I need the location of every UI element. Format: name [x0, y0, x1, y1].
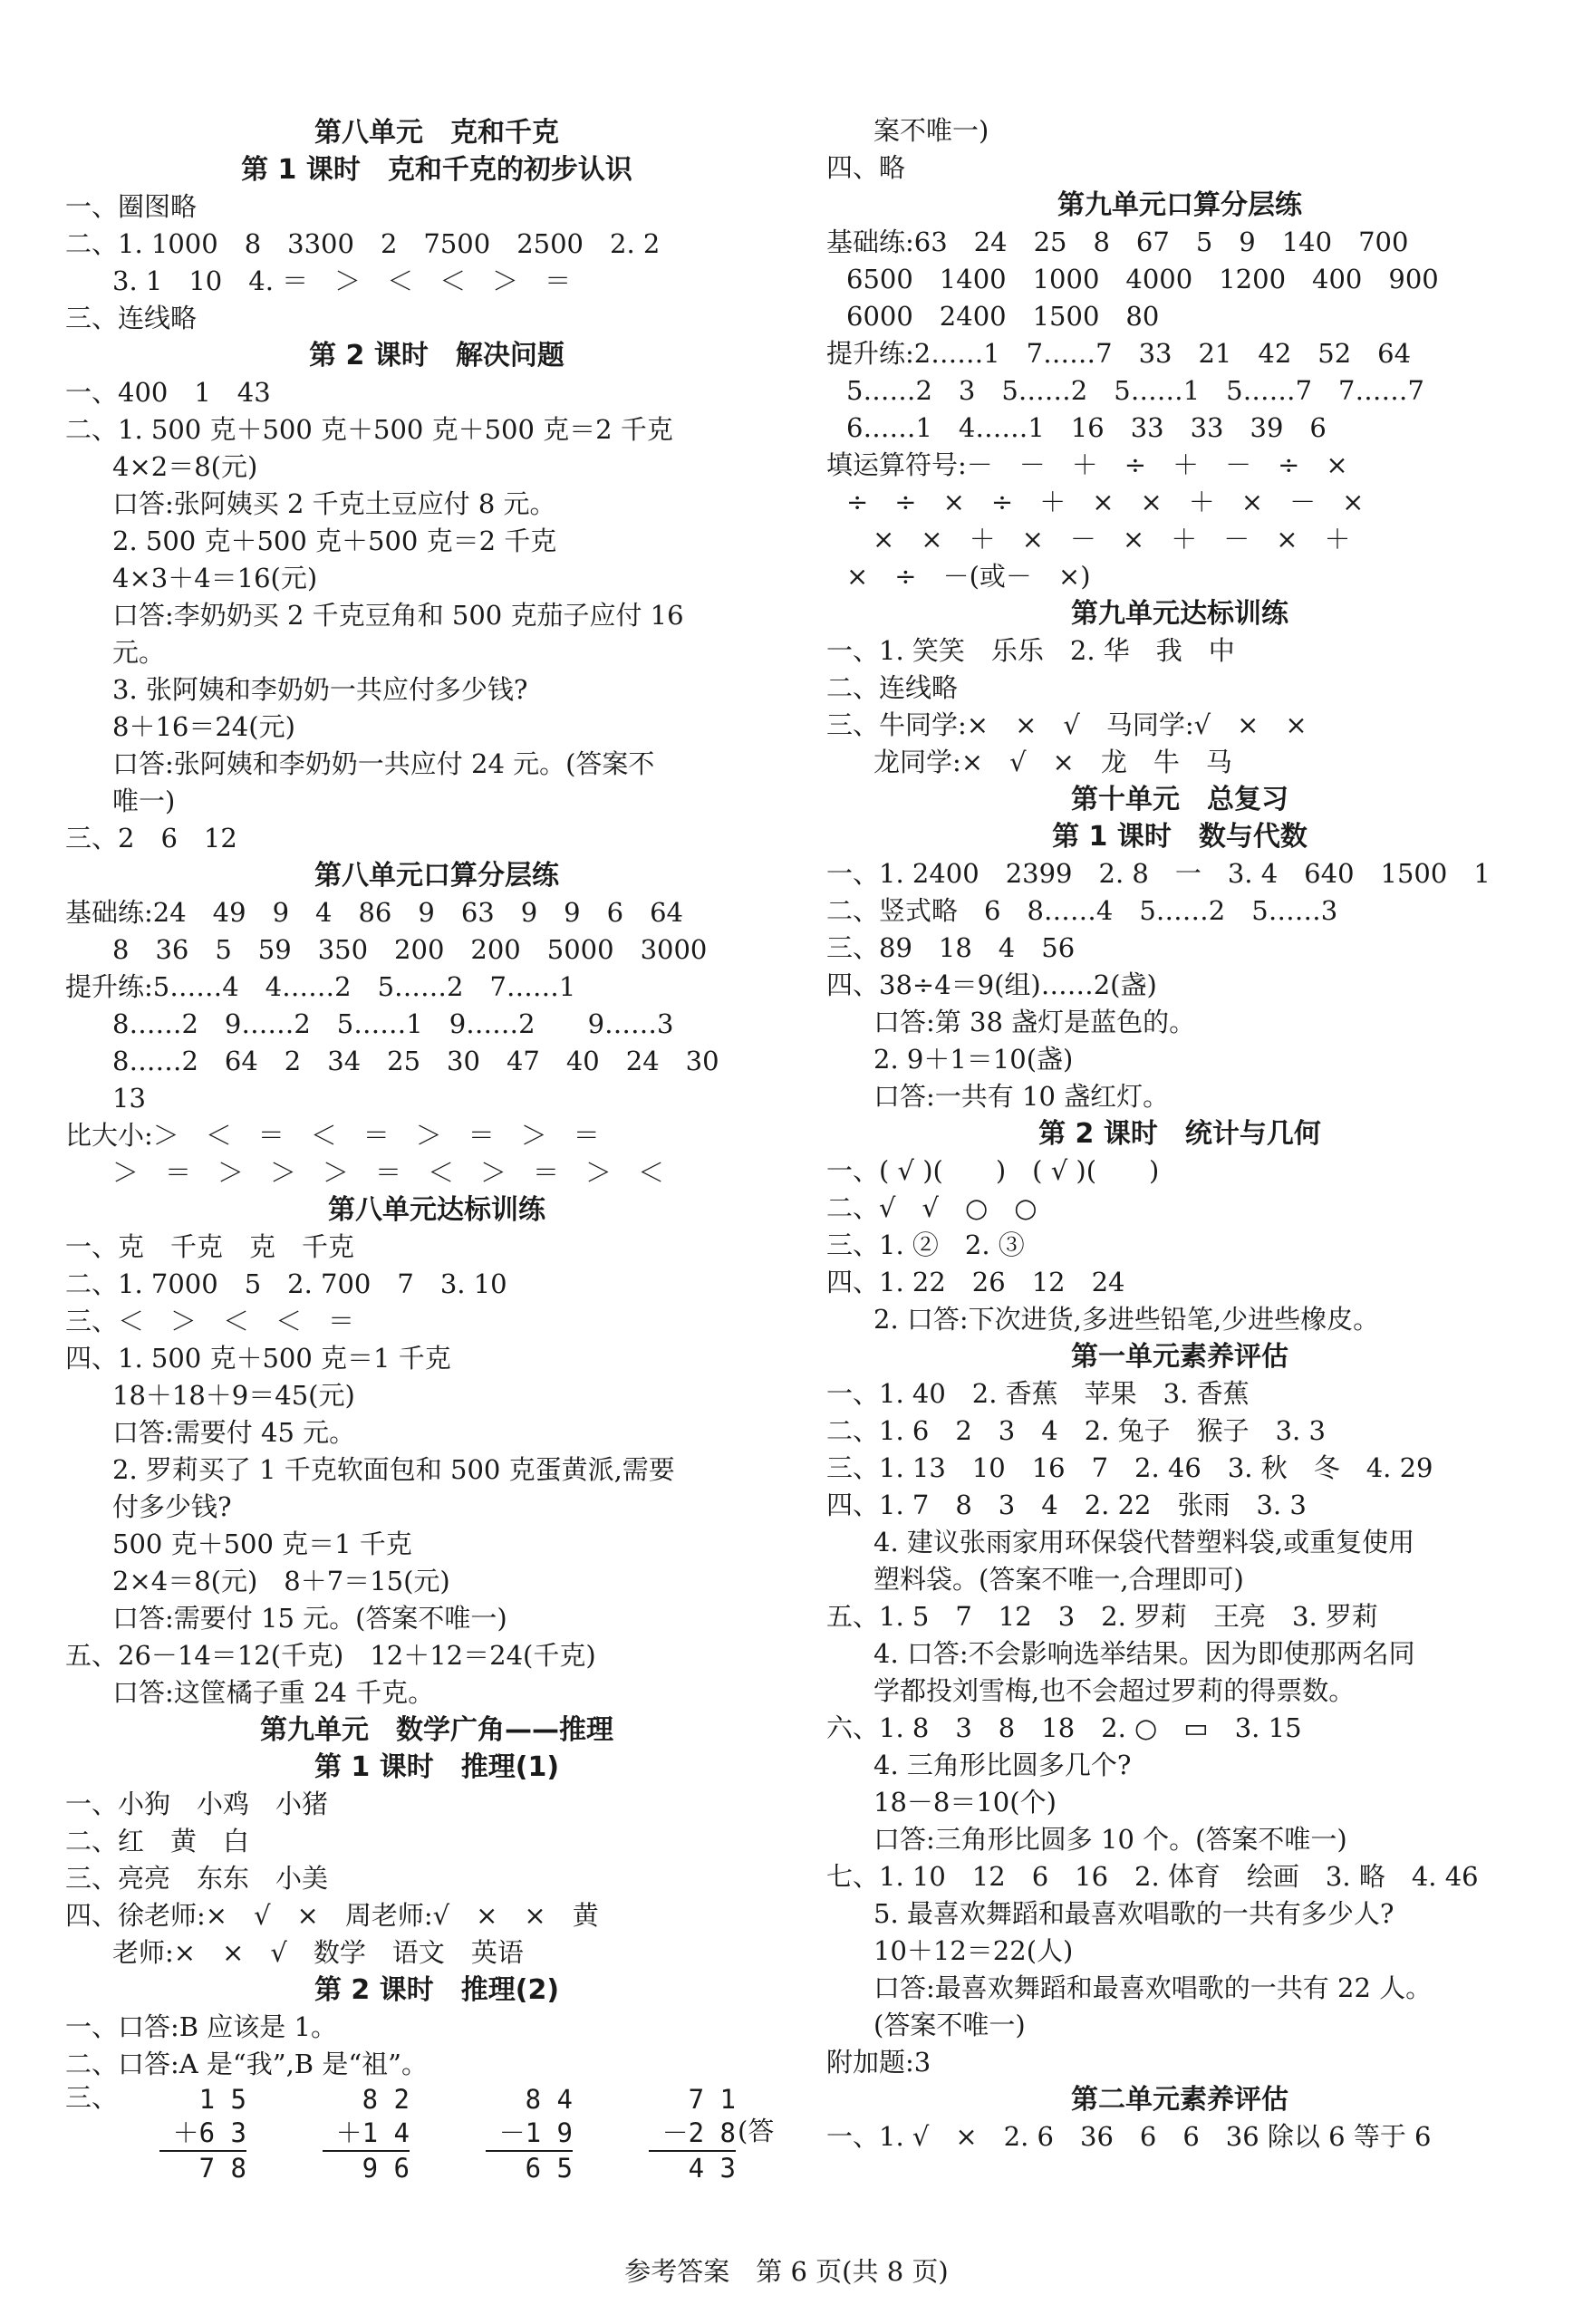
answer-line: 二、口答:A 是“我”,B 是“祖”。	[65, 2049, 428, 2079]
answer-line: 18－8＝10(个)	[873, 1787, 1057, 1818]
answer-line: 五、26－14＝12(千克) 12＋12＝24(千克)	[65, 1640, 596, 1671]
calc-second	[446, 2117, 573, 2150]
lesson-heading: 第 2 课时 推理(2)	[314, 1974, 560, 2006]
answer-line: 8 36 5 59 350 200 200 5000 3000	[112, 934, 708, 965]
calc-result: 6 5	[525, 2153, 573, 2184]
calc-operand: 1 9	[525, 2117, 573, 2148]
calc-result: 9 6	[362, 2153, 410, 2184]
lesson-heading: 第八单元口算分层练	[314, 860, 559, 892]
answer-line: 一、口答:B 应该是 1。	[65, 2011, 337, 2042]
answer-line: 10＋12＝22(人)	[873, 1935, 1074, 1966]
answer-line: (答案不唯一)	[873, 2010, 1026, 2040]
lesson-heading: 第 2 课时 解决问题	[309, 340, 565, 371]
answer-line: 8……2 9……2 5……1 9……2 9……3	[112, 1008, 674, 1039]
answer-line: 一、1. 40 2. 香蕉 苹果 3. 香蕉	[826, 1378, 1250, 1409]
right-column	[826, 112, 1533, 2155]
answer-line: 6000 2400 1500 80	[846, 301, 1160, 332]
answer-line: 4. 三角形比圆多几个?	[873, 1750, 1132, 1780]
calc-operator: －	[661, 2117, 689, 2148]
vertical-calc	[446, 2083, 573, 2185]
answer-line: × × ＋ × － × ＋ － × ＋	[846, 524, 1351, 554]
answer-line: 元。	[112, 637, 166, 668]
answer-line: 4×3＋4＝16(元)	[112, 563, 318, 593]
answer-line: 口答:第 38 盏灯是蓝色的。	[873, 1007, 1196, 1037]
answer-line: 口答:需要付 45 元。	[112, 1417, 356, 1448]
answer-line: 2. 罗莉买了 1 千克软面包和 500 克蛋黄派,需要	[112, 1454, 675, 1485]
lesson-heading: 第 1 课时 推理(1)	[314, 1751, 560, 1783]
answer-line: 二、连线略	[826, 672, 959, 703]
answer-line: 四、38÷4＝9(组)……2(盏)	[826, 969, 1157, 1000]
answer-line: 13	[112, 1083, 146, 1114]
answer-line: 6500 1400 1000 4000 1200 400 900	[846, 264, 1439, 294]
answer-line: 2. 500 克＋500 克＋500 克＝2 千克	[112, 526, 557, 556]
answer-line: 8＋16＝24(元)	[112, 711, 295, 742]
answer-line: 一、克 千克 克 千克	[65, 1231, 355, 1262]
answer-line: 老师:× × √ 数学 语文 英语	[112, 1937, 524, 1968]
answer-line: 二、红 黄 白	[65, 1826, 250, 1856]
answer-line: 6……1 4……1 16 33 33 39 6	[846, 412, 1327, 443]
unit-heading: 第八单元 克和千克	[314, 117, 559, 149]
calc-top: 8 4	[525, 2084, 573, 2115]
answer-line: 五、1. 5 7 12 3 2. 罗莉 王亮 3. 罗莉	[826, 1601, 1378, 1632]
answer-line: 三、89 18 4 56	[826, 932, 1076, 963]
answer-line: 口答:张阿姨买 2 千克土豆应付 8 元。	[112, 488, 556, 519]
answer-line: 附加题:3	[826, 2047, 931, 2078]
answer-line: 基础练:63 24 25 8 67 5 9 140 700	[826, 227, 1409, 257]
answer-line: 二、1. 1000 8 3300 2 7500 2500 2. 2	[65, 228, 661, 259]
calc-second	[283, 2117, 410, 2150]
calc-operand: 6 3	[198, 2117, 246, 2148]
answer-line: 18＋18＋9＝45(元)	[112, 1380, 355, 1411]
answer-line: 4. 口答:不会影响选举结果。因为即使那两名同	[873, 1638, 1415, 1669]
answer-line: 二、1. 7000 5 2. 700 7 3. 10	[65, 1268, 507, 1299]
answer-line: 提升练:2……1 7……7 33 21 42 52 64	[826, 338, 1412, 369]
answer-line: 三、1. 13 10 16 7 2. 46 3. 秋 冬 4. 29	[826, 1452, 1433, 1483]
answer-line: 三、亮亮 东东 小美	[65, 1863, 329, 1894]
answer-line: 3. 张阿姨和李奶奶一共应付多少钱?	[112, 674, 528, 705]
answer-line: 案不唯一)	[873, 115, 989, 146]
lesson-heading: 第一单元素养评估	[1071, 1341, 1288, 1373]
answer-line: 500 克＋500 克＝1 千克	[112, 1528, 412, 1559]
answer-line: ＞ ＝ ＞ ＞ ＞ ＝ ＜ ＞ ＝ ＞ ＜	[112, 1157, 665, 1188]
answer-line: 一、1. √ × 2. 6 36 6 6 36 除以 6 等于 6	[826, 2121, 1432, 2152]
unit-heading: 第九单元 数学广角——推理	[260, 1714, 613, 1746]
answer-line: 塑料袋。(答案不唯一,合理即可)	[873, 1564, 1244, 1595]
answer-line: 二、竖式略 6 8……4 5……2 5……3	[826, 895, 1338, 926]
answer-line: 七、1. 10 12 6 16 2. 体育 绘画 3. 略 4. 46	[826, 1861, 1479, 1892]
answer-line: 一、1. 笑笑 乐乐 2. 华 我 中	[826, 635, 1235, 666]
calc-result: 4 3	[688, 2153, 736, 2184]
answer-line: 三、牛同学:× × √ 马同学:√ × ×	[826, 709, 1308, 740]
section-label: 三、	[65, 2082, 119, 2113]
answer-line: 一、小狗 小鸡 小猪	[65, 1789, 329, 1819]
answer-line: 一、圈图略	[65, 191, 198, 222]
calc-second	[120, 2117, 246, 2150]
page-footer: 参考答案 第 6 页(共 8 页)	[624, 2256, 949, 2287]
answer-line: 二、1. 6 2 3 4 2. 兔子 猴子 3. 3	[826, 1415, 1326, 1446]
answer-line: 四、徐老师:× √ × 周老师:√ × × 黄	[65, 1900, 599, 1931]
answer-line: 三、连线略	[65, 303, 198, 333]
calc-second	[609, 2117, 736, 2150]
answer-line: 四、1. 500 克＋500 克＝1 千克	[65, 1343, 451, 1374]
answer-line: 口答:三角形比圆多 10 个。(答案不唯一)	[873, 1824, 1347, 1855]
answer-line: 四、1. 22 26 12 24	[826, 1267, 1125, 1297]
unit-heading: 第十单元 总复习	[1071, 784, 1288, 815]
answer-line: 一、400 1 43	[65, 377, 271, 408]
lesson-heading: 第二单元素养评估	[1071, 2084, 1288, 2116]
answer-line: 8……2 64 2 34 25 30 47 40 24 30	[112, 1046, 719, 1076]
calc-top: 8 2	[362, 2084, 410, 2115]
vertical-calc	[283, 2083, 410, 2185]
answer-line: 四、略	[826, 152, 906, 183]
answer-line: 付多少钱?	[112, 1491, 232, 1522]
calc-operator: ＋	[172, 2117, 199, 2148]
vertical-calc	[609, 2083, 736, 2185]
answer-line: 三、1. ② 2. ③	[826, 1230, 1025, 1260]
lesson-heading: 第 2 课时 统计与几何	[1038, 1118, 1321, 1150]
answer-line: 口答:李奶奶买 2 千克豆角和 500 克茄子应付 16	[112, 600, 684, 631]
answer-line: 四、1. 7 8 3 4 2. 22 张雨 3. 3	[826, 1490, 1307, 1520]
answer-line: 提升练:5……4 4……2 5……2 7……1	[65, 971, 576, 1002]
lesson-heading: 第八单元达标训练	[328, 1194, 545, 1226]
answer-line: 三、2 6 12	[65, 823, 237, 853]
answer-line: 口答:张阿姨和李奶奶一共应付 24 元。(答案不	[112, 748, 655, 779]
answer-line: 3. 1 10 4. ＝ ＞ ＜ ＜ ＞ ＝	[112, 265, 572, 296]
answer-line: 比大小:＞ ＜ ＝ ＜ ＝ ＞ ＝ ＞ ＝	[65, 1120, 600, 1151]
answer-line: 5……2 3 5……2 5……1 5……7 7……7	[846, 375, 1424, 406]
answer-line: 口答:这筐橘子重 24 千克。	[112, 1677, 435, 1708]
calc-operand: 2 8	[688, 2117, 736, 2148]
calc-top: 1 5	[198, 2084, 246, 2115]
calc-operand: 1 4	[362, 2117, 410, 2148]
line-suffix: (答	[738, 2116, 775, 2146]
answer-line: 4×2＝8(元)	[112, 451, 258, 482]
answer-line: 2×4＝8(元) 8＋7＝15(元)	[112, 1566, 450, 1596]
answer-line: × ÷ －(或－ ×)	[846, 561, 1091, 592]
answer-line: 学都投刘雪梅,也不会超过罗莉的得票数。	[873, 1675, 1356, 1706]
answer-line: 唯一)	[112, 786, 176, 816]
calc-top: 7 1	[688, 2084, 736, 2115]
answer-line: 二、√ √ ○ ○	[826, 1192, 1037, 1223]
answer-line: 龙同学:× √ × 龙 牛 马	[873, 747, 1232, 777]
calc-operator: －	[498, 2117, 526, 2148]
answer-line: 填运算符号:－ － ＋ ÷ ＋ － ÷ ×	[826, 449, 1348, 480]
answer-line: 口答:需要付 15 元。(答案不唯一)	[112, 1603, 507, 1634]
answer-line: 一、1. 2400 2399 2. 8 一 3. 4 640 1500 1	[826, 858, 1491, 889]
answer-line: 三、＜ ＞ ＜ ＜ ＝	[65, 1306, 355, 1336]
answer-line: 二、1. 500 克＋500 克＋500 克＋500 克＝2 千克	[65, 414, 673, 445]
left-column	[65, 114, 808, 2194]
vertical-calc	[120, 2083, 246, 2185]
calc-operator: ＋	[335, 2117, 362, 2148]
answer-line: 2. 9＋1＝10(盏)	[873, 1044, 1074, 1075]
answer-line: 口答:一共有 10 盏红灯。	[873, 1081, 1170, 1112]
answer-line: ÷ ÷ × ÷ ＋ × × ＋ × － ×	[846, 487, 1365, 517]
answer-line: 2. 口答:下次进货,多进些铅笔,少进些橡皮。	[873, 1304, 1380, 1335]
lesson-heading: 第 1 课时 克和千克的初步认识	[241, 154, 632, 186]
answer-line: 一、( √ )( ) ( √ )( )	[826, 1155, 1160, 1186]
lesson-heading: 第 1 课时 数与代数	[1052, 821, 1308, 853]
calc-result: 7 8	[198, 2153, 246, 2184]
answer-line: 基础练:24 49 9 4 86 9 63 9 9 6 64	[65, 897, 683, 928]
vertical-calculations	[65, 2083, 808, 2194]
answer-line: 5. 最喜欢舞蹈和最喜欢唱歌的一共有多少人?	[873, 1898, 1394, 1929]
lesson-heading: 第九单元达标训练	[1071, 598, 1288, 630]
answer-line: 口答:最喜欢舞蹈和最喜欢唱歌的一共有 22 人。	[873, 1972, 1433, 2003]
answer-line: 六、1. 8 3 8 18 2. ○ ▭ 3. 15	[826, 1712, 1302, 1743]
answer-line: 4. 建议张雨家用环保袋代替塑料袋,或重复使用	[873, 1527, 1415, 1557]
lesson-heading: 第九单元口算分层练	[1057, 189, 1302, 221]
